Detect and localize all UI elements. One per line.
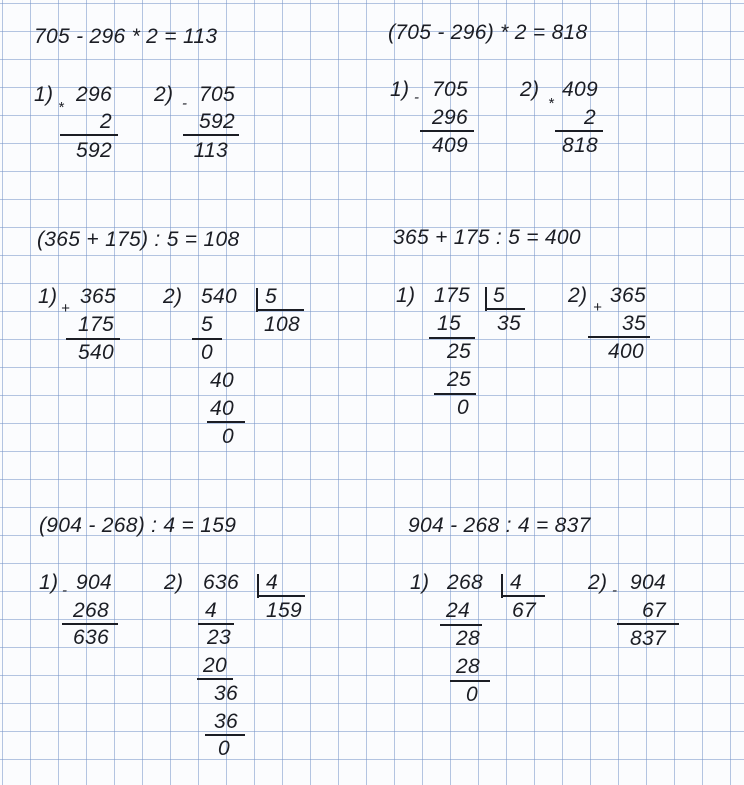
result-line	[183, 134, 239, 136]
multiply-sign: *	[548, 95, 555, 112]
division-bar	[257, 595, 305, 597]
minus-sign: -	[612, 582, 618, 599]
dividend: 540	[201, 285, 237, 308]
step-label: 1)	[410, 571, 430, 594]
result: 818	[562, 134, 598, 157]
division-work: 0	[457, 396, 469, 419]
step-label: 1)	[396, 284, 416, 307]
dividend: 268	[447, 571, 483, 594]
dividend: 636	[203, 571, 239, 594]
operand-bottom: 2	[100, 110, 112, 133]
division-work: 0	[222, 425, 234, 448]
result-line	[420, 130, 474, 132]
step-label: 2)	[588, 571, 608, 594]
dividend: 175	[434, 284, 470, 307]
division-work: 20	[203, 654, 227, 677]
divisor: 4	[266, 571, 278, 594]
division-line	[440, 624, 482, 626]
result: 837	[630, 627, 666, 650]
division-work: 15	[437, 312, 461, 335]
result-line	[62, 623, 118, 625]
result-line	[588, 336, 650, 338]
division-work: 40	[210, 397, 234, 420]
equation-6: 904 - 268 : 4 = 837	[408, 514, 591, 537]
division-work: 28	[456, 627, 480, 650]
minus-sign: -	[414, 89, 420, 106]
step-label: 2)	[154, 83, 174, 106]
result-line	[66, 338, 120, 340]
quotient: 159	[266, 599, 302, 622]
division-bar	[501, 595, 545, 597]
division-work: 23	[207, 626, 231, 649]
equation-1: 705 - 296 * 2 = 113	[34, 25, 218, 48]
division-line	[434, 393, 476, 395]
minus-sign: -	[62, 582, 68, 599]
step-label: 1)	[390, 78, 410, 101]
division-line	[192, 338, 222, 340]
operand-top: 705	[432, 78, 468, 101]
division-work: 4	[205, 599, 217, 622]
equation-4: 365 + 175 : 5 = 400	[393, 226, 581, 249]
division-line	[205, 734, 245, 736]
division-bar	[485, 308, 525, 310]
division-work: 40	[210, 369, 234, 392]
operand-bottom: 2	[584, 106, 596, 129]
division-work: 0	[466, 683, 478, 706]
step-label: 2)	[520, 78, 540, 101]
operand-top: 409	[562, 78, 598, 101]
divisor: 5	[493, 284, 505, 307]
step-label: 2)	[164, 571, 184, 594]
result: 400	[608, 340, 644, 363]
operand-top: 365	[610, 284, 646, 307]
division-line	[198, 623, 234, 625]
operand-bottom: 67	[642, 599, 666, 622]
operand-bottom: 35	[622, 312, 646, 335]
step-label: 1)	[38, 285, 58, 308]
division-line	[197, 678, 233, 680]
result: 409	[432, 134, 468, 157]
quotient: 35	[497, 312, 521, 335]
division-work: 24	[446, 599, 470, 622]
division-work: 5	[201, 313, 213, 336]
equation-5: (904 - 268) : 4 = 159	[39, 514, 237, 537]
division-work: 0	[218, 737, 230, 760]
operand-bottom: 592	[199, 110, 235, 133]
operand-top: 904	[76, 571, 112, 594]
result: 592	[76, 139, 112, 162]
operand-bottom: 296	[432, 106, 468, 129]
step-label: 2)	[568, 284, 588, 307]
division-work: 25	[447, 340, 471, 363]
step-label: 1)	[39, 571, 59, 594]
operand-top: 705	[199, 83, 235, 106]
division-line	[207, 421, 245, 423]
equation-2: (705 - 296) * 2 = 818	[388, 21, 588, 44]
plus-sign: +	[61, 300, 71, 317]
result: 540	[78, 341, 114, 364]
division-line	[429, 337, 475, 339]
step-label: 1)	[34, 83, 54, 106]
quotient: 67	[512, 599, 536, 622]
division-work: 36	[214, 710, 238, 733]
division-line	[450, 680, 490, 682]
quotient: 108	[264, 313, 300, 336]
plus-sign: +	[593, 299, 603, 316]
multiply-sign: *	[58, 99, 65, 116]
division-work: 28	[456, 655, 480, 678]
operand-bottom: 268	[73, 599, 109, 622]
minus-sign: -	[182, 95, 188, 112]
result-line	[617, 623, 679, 625]
result-line	[555, 130, 603, 132]
operand-top: 296	[76, 83, 112, 106]
operand-top: 365	[80, 285, 116, 308]
operand-bottom: 175	[78, 313, 114, 336]
division-work: 0	[201, 341, 213, 364]
division-work: 36	[214, 682, 238, 705]
division-bar	[256, 309, 304, 311]
equation-3: (365 + 175) : 5 = 108	[37, 228, 240, 251]
divisor: 4	[510, 571, 522, 594]
result: 636	[73, 626, 109, 649]
operand-top: 904	[630, 571, 666, 594]
division-work: 25	[447, 368, 471, 391]
result: 113	[193, 139, 228, 162]
divisor: 5	[265, 285, 277, 308]
step-label: 2)	[163, 285, 183, 308]
result-line	[60, 134, 118, 136]
